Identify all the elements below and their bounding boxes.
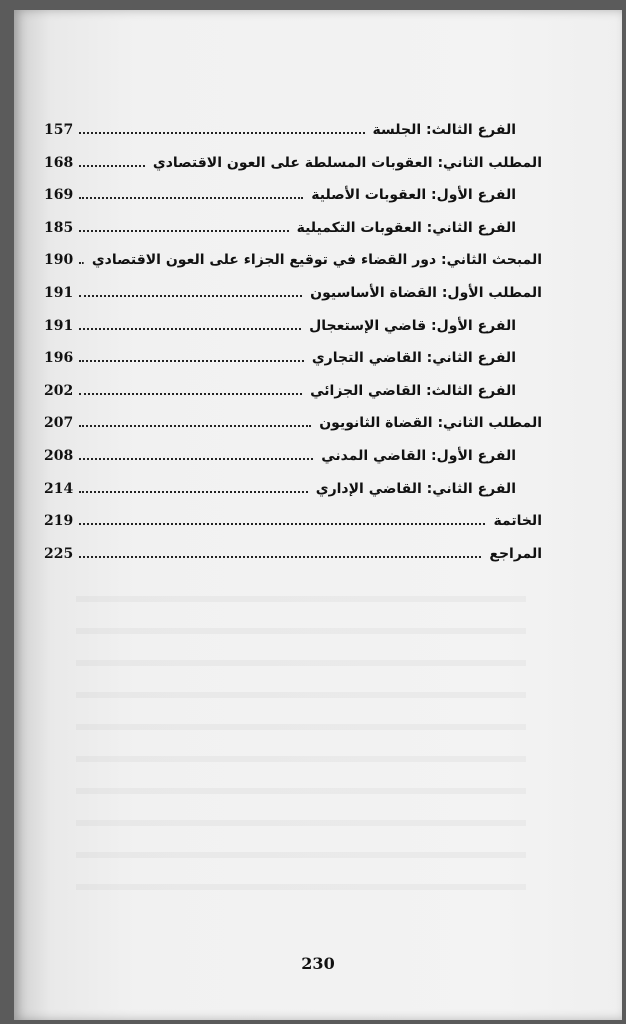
toc-entry-page: 191 — [44, 284, 74, 301]
toc-entry-title: الفرع الثاني: القاضي التجاري — [311, 350, 516, 367]
dot-leader — [79, 555, 481, 558]
toc-entry — [44, 187, 542, 220]
toc-entry-title: الفرع الأول: القاضي المدني — [321, 447, 516, 464]
dot-leader — [79, 522, 485, 525]
toc-entry-page: 208 — [44, 447, 74, 464]
toc-entry-page: 190 — [44, 252, 74, 269]
toc-entry — [44, 318, 542, 351]
dot-leader — [79, 229, 288, 232]
toc-entry-title: الفرع الثالث: القاضي الجزائي — [310, 382, 516, 399]
dot-leader — [79, 261, 84, 264]
toc-entry-title: المطلب الثاني: القضاة الثانويون — [319, 415, 542, 432]
toc-entry — [44, 383, 542, 416]
toc-entry — [44, 546, 542, 579]
toc-entry-page: 185 — [44, 219, 74, 236]
toc-entry-page: 214 — [44, 480, 74, 497]
toc-entry-title: الفرع الثالث: الجلسة — [372, 122, 516, 138]
toc-entry-page: 157 — [44, 122, 74, 138]
toc-entry — [44, 122, 542, 155]
toc-entry — [44, 285, 542, 318]
toc-entry — [44, 155, 542, 188]
dot-leader — [79, 457, 313, 460]
toc-entry-page: 225 — [44, 545, 74, 562]
toc-entry — [44, 481, 542, 514]
bleed-through-text — [76, 570, 526, 900]
toc-entry — [44, 350, 542, 383]
table-of-contents — [44, 122, 542, 578]
toc-entry-title: الفرع الأول: قاضي الإستعجال — [309, 317, 516, 334]
toc-entry-title: الفرع الأول: العقوبات الأصلية — [311, 187, 516, 204]
toc-entry-page: 169 — [44, 187, 74, 204]
toc-entry-title: الفرع الثاني: العقوبات التكميلية — [296, 219, 516, 236]
toc-entry-title: الخاتمة — [493, 513, 542, 530]
dot-leader — [79, 294, 302, 297]
dot-leader — [79, 196, 303, 199]
dot-leader — [79, 131, 364, 134]
dot-leader — [79, 392, 302, 395]
toc-entry — [44, 252, 542, 285]
toc-entry-page: 219 — [44, 513, 74, 530]
dot-leader — [79, 359, 304, 362]
toc-entry-title: المطلب الأول: القضاة الأساسيون — [310, 284, 542, 301]
toc-entry-title: المبحث الثاني: دور القضاء في توقيع الجزاء على العون الاقتصادي — [91, 252, 542, 269]
dot-leader — [79, 327, 301, 330]
dot-leader — [79, 164, 145, 167]
toc-entry-title: الفرع الثاني: القاضي الإداري — [315, 480, 516, 497]
toc-entry — [44, 448, 542, 481]
toc-entry-page: 168 — [44, 154, 74, 171]
toc-entry — [44, 415, 542, 448]
toc-entry — [44, 513, 542, 546]
toc-entry-page: 207 — [44, 415, 74, 432]
toc-entry — [44, 220, 542, 253]
toc-entry-page: 191 — [44, 317, 74, 334]
dot-leader — [79, 424, 311, 427]
page-number: 230 — [301, 954, 335, 973]
toc-entry-page: 202 — [44, 382, 74, 399]
dot-leader — [79, 490, 308, 493]
toc-entry-title: المراجع — [489, 545, 542, 562]
toc-entry-page: 196 — [44, 350, 74, 367]
toc-entry-title: المطلب الثاني: العقوبات المسلطة على العون الاقتصادي — [152, 154, 542, 171]
book-page — [14, 10, 622, 1020]
